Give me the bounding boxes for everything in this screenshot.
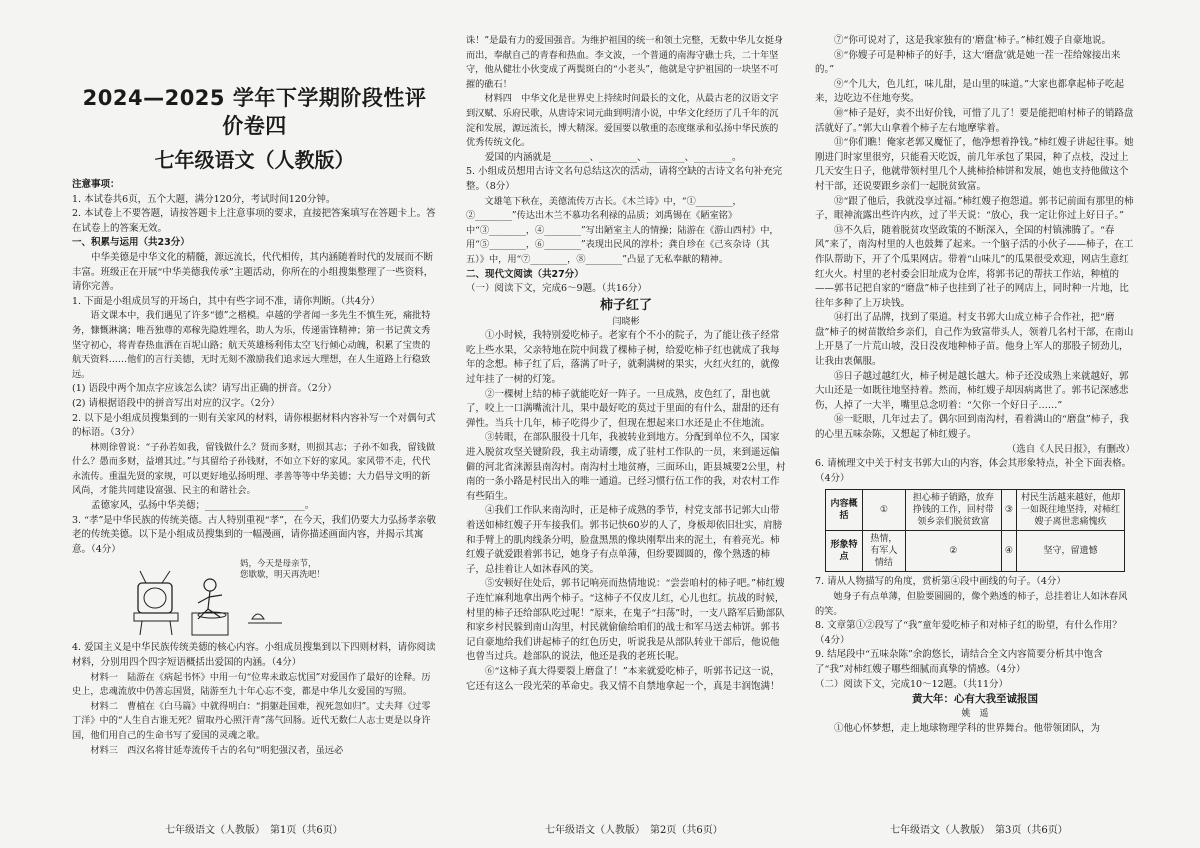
comic-illustration	[72, 559, 437, 637]
question-1: 1. 下面是小组成员写的开场白，其中有些字词不准，请你判断。（共4分）	[72, 295, 380, 307]
table-cell: 热情，有军人情结	[863, 531, 906, 572]
article-paragraph: ④我们工作队来南沟时，正是柿子成熟的季节，村党支部书记郭大山带着送如柿红嫂子开车接我们。郭书记快60岁的人了，身板却依旧壮实，肩膀和手臂上的肌肉线条分明，脸盘黑黑的像块刚犁出来的泥土，有着亮光。柿红嫂子就爱跟着郭书记，她身子有点单薄，但纷要圆圆的，像个熟透的柿子，总挂着让人如沐春风的笑。	[466, 505, 783, 575]
article-paragraph: ⑪“你们瞧！俺家老郭又魔怔了，他净想着挣钱。”柿红嫂子讲起往事。她刚进门时家里很穷，只能看天吃饭，前几年承包了果园，种了点枝，没过上几天安生日子，他就带领村里几个人挑柿拾柿饼和发展，她也支持他做这个村干部，还说要跟乡亲们一起脱贫致富。	[815, 137, 1134, 192]
question-1-sub-1: (1) 语段中两个加点字应该怎么读？请写出正确的拼音。（2分）	[72, 383, 337, 395]
column-page-3	[815, 34, 1135, 818]
section-intro: 中华美德是中华文化的精髓，源远流长，代代相传，其内涵随着时代的发展而不断丰富。班级正在开展“中华美德我传承”主题活动，你所在的小组搜集整理了一些资料，请你完善。	[72, 251, 434, 293]
table-cell: 坚守，留遗憾	[1016, 531, 1124, 572]
column-page-2	[466, 34, 786, 818]
question-2: 2. 以下是小组成员搜集到的一则有关家风的材料，请你根据材料内容补写一个对偶句式的标语。（3分）	[72, 412, 436, 439]
material-3-continued: 诛！”是最有力的爱国强音。为维护祖国的统一和领土完整，无数中华儿女挺身而出，奉献自己的青春和热血。李文波，一个普通的南海守礁士兵，二十年坚守，他从健壮小伙变成了两鬓斑白的“小老头”，他就是守护祖国的一块坚不可摧的礁石！	[466, 35, 784, 90]
article-paragraph: ⑫“跟了他后，我就没享过福。”柿红嫂子抱怨道。郭书记前面有那里的柿子，眼神流露出些许内疚，过了半天说：“放心，我一定让你过上好日子。”	[815, 195, 1134, 222]
question-1-sub-2: (2) 请根据语段中的拼音写出对应的汉字。（2分）	[72, 397, 280, 409]
article-paragraph: ①小时候，我特别爱吃柿子。老家有个不小的院子，为了能让孩子经常吃上些水果，父亲特地在院中间栽了棵柿子树，给爱吃柿子红也就成了我每年的念想。柿子红了后，落满了叶子，就剩满树的果实，火红火红的，就像过年挂了一树的灯笼。	[466, 330, 780, 386]
article-paragraph: ②一棵树上结的柿子就能吃好一阵子。一旦成熟，皮色红了，甜也就了，咬上一口满嘴流汁儿，果中最好吃的莫过于里面的有什么，甜甜的还有弹性。当兵十几年，柿子吃得少了，但现在想起来口水还是止不住地流。	[466, 388, 780, 429]
article-paragraph: ⑮日子越过越红火，柿子树是越长越大。柿子还没成熟上来就越好，郭大山还是一如既往地坚持着。然而，柿红嫂子却因病离世了。郭书记深感悲伤，人掉了一大半，嘴里总念叨着：“欠你一个好日子……”	[815, 370, 1129, 411]
question-4: 4. 爱国主义是中华民族传统美德的核心内容。小组成员搜集到以下四则材料，请你阅读材料，分别用四个四字短语概括出爱国的内涵。（4分）	[72, 642, 436, 669]
note-item: 2. 本试卷上不要答题，请按答题卡上注意事项的要求，直接把答案填写在答题卡上。答在试卷上的答案无效。	[72, 208, 436, 234]
question-3: 3. “孝”是中华民族的传统美德。古人特别重视“孝”，在今天，我们仍要大力弘扬孝亲敬老的传统美德。以下是小组成员搜集到的一幅漫画，请你描述画面内容，并揭示其寓意。（4分）	[72, 514, 437, 555]
question-1-passage: 语文课本中，我们遇见了许多“德”之楷模。卓越的学者闻一多先生不慎生死，痛批特务，慷慨淋漓；唯吾独尊的邓稼先隐姓埋名，助人为乐，传递雷锋精神；第一书记黄文秀坚守初心，将青春热血洒在百坭山路；航天英雄杨利伟太空飞行倾心动魄，积累了宝贵的航天资料……他们的言行美德，无时无刻不激励我们追求远大理想，在人生道路上行稳致远。	[72, 310, 431, 380]
material-4: 材料四 中华文化是世界史上持续时间最长的文化，从最古老的汉语文字到汉赋、乐府民歌，从唐诗宋词元曲到明清小说，中华文化经历了几千年的沉淀和发展，源远流长，博大精深。爱国要以敬重的态度继承和弘扬中华民族的优秀传统文化。	[466, 93, 779, 149]
section-heading: 一、积累与运用（共23分）	[72, 237, 190, 249]
question-5: 5. 小组成员想用古诗文名句总结这次的活动，请将空缺的古诗文名句补充完整。（8分）	[466, 166, 783, 192]
material-2: 材料二 曹植在《白马篇》中就得明白：“捐躯赴国难，视死忽如归”。丈夫拜《过零丁洋》中的“人生自古谁无死？留取丹心照汗青”荡气回肠。近代无数仁人志士更是以身许国，他们用自己的生命书写了爱国的灵魂之歌。	[72, 700, 431, 741]
material-1: 材料一 陆游在《病起书怀》中用一句“位卑未敢忘忧国”对爱国作了最好的诠释。历史上，忠魂流放中仍善忘国贤，陆游至九十年心忘不变，都是中华儿女爱国的写照。	[72, 671, 431, 698]
article-paragraph: ⑭打出了品牌，找到了渠道。村支书郭大山成立柿子合作社，把“磨盘”柿子的树苗散给乡亲们，自己作为致富带头人，领着几名村干部，在南山上开垦了一片荒山坡，没日没夜地种柿子苗。他身上军人的那股子韧劲儿，让我由衷佩服。	[815, 312, 1134, 368]
article-2-paragraph: ①他心怀梦想，走上地球物理学科的世界舞台。他带领团队，为	[834, 722, 1101, 734]
page-footer: 七年级语文（人教版） 第2页（共6页）	[545, 825, 723, 836]
table-cell: ③	[1001, 490, 1016, 531]
note-item: 1. 本试卷共6页，五个大题，满分120分，考试时间120分钟。	[72, 193, 336, 205]
page-footer: 七年级语文（人教版） 第1页（共6页）	[165, 825, 343, 836]
article-paragraph: ⑥“这柿子真大得要裂上磨盘了！”本来就爱吃柿子，听郭书记这一说，它还有这么一段光荣的革命史。我又情不自禁地拿起一个，真是丰润饱满！	[466, 665, 780, 692]
comic-caption	[240, 559, 325, 581]
table-cell: 村民生活越来越好，他却一如既往地坚持，对柿红嫂子离世悲痛愧疚	[1016, 490, 1124, 531]
table-cell: ②	[905, 531, 1001, 572]
reading-2-heading: （二）阅读下文，完成10～12题。（共11分）	[815, 678, 1009, 690]
article-source: （选自《人民日报》，有删改）	[1006, 443, 1135, 455]
page-footer: 七年级语文（人教版） 第3页（共6页）	[890, 825, 1068, 836]
section-heading: 二、现代文阅读（共27分）	[466, 268, 584, 280]
exam-subtitle: 七年级语文（人教版）	[154, 148, 355, 172]
question-9: 9. 结尾段中“五味杂陈”余韵悠长，请结合全文内容简要分析其中饱含了“我”对柿红嫂子哪些细腻而真挚的情感。（4分）	[815, 649, 1103, 675]
table-cell: ④	[1001, 531, 1016, 572]
article-paragraph: ③转眼，在部队服役十几年，我被转业到地方。分配到单位不久，国家进入脱贫攻坚关键阶段，我主动请缨，成了驻村工作队的一员，来到遥远偏僻的河北省涞源县南沟村。南沟村土地贫瘠，三面环山，距县城要2公里，村南的一条小路是村民出入的唯一通道。已经习惯行伍工作的我，对农村工作有些陌生。	[466, 432, 786, 502]
article-2-title: 黄大年：心有大我至诚报国	[912, 693, 1038, 706]
question-7-quote: 她身子有点单薄，但脸要圆圆的，像个熟透的柿子，总挂着让人如沐春风的笑。	[815, 591, 1128, 617]
article-title: 柿子红了	[599, 297, 652, 313]
comic-caption-line: 您歇歇，明天再洗吧！	[240, 570, 326, 581]
article-paragraph: ⑨“个儿大，色儿红，味儿甜，是山里的味道。”大家也都拿起柿子吃起来，边吃边不住地夸奖。	[815, 78, 1124, 105]
material-3: 材料三 西汉名将甘延寿流传千古的名句“明犯强汉者，虽远必	[90, 744, 344, 756]
article-paragraph: ⑬不久后，随着脱贫攻坚政策的不断深入，全国的村镇沸腾了。“春风”来了，南沟村里的人也鼓舞了起来。一个脑子活的小伙子——柿子，在工作队帮助下，开了个瓜果网店。带着“山味儿”的瓜果很受欢迎，网店生意红红火火。村里的老村委会旧址成为仓库，将郭书记的帮扶工作站，种植的——郭书记把自家的“磨盘”柿子也挂到了社子的网店上，同时种一片地，比往年多种了上万块钱。	[815, 224, 1134, 309]
article-paragraph: ⑧“你嫂子可是种柿子的好手，这大‘磨盘’就是她一茬一茬给嫁接出来的。”	[815, 49, 1121, 76]
question-2-passage: 林则徐曾说：“子孙若如我，留钱做什么？贤而多财，则损其志；子孙不如我，留钱做什么？愚而多财，益增其过。”与其留给子孙钱财，不如立下好的家风。家风带不走，代代永流传。重温先贤的家规，可以更好地弘扬明理、孝善等等中华美德；大力倡导文明的新风尚，才能共同建设富强、民主的和谐社会。	[72, 441, 436, 497]
comic-caption-line: 妈，今天是母亲节，	[240, 559, 317, 570]
question-2-fill: 孟德家风，弘扬中华美德；_____________________。	[91, 500, 315, 512]
article-paragraph: ⑩“柿子是好，卖不出好价钱，可惜了儿了！要是能把咱村柿子的销路盘活就好了。”郭大山拿着个柿子左右地摩挲着。	[815, 107, 1134, 134]
table-cell: ①	[863, 490, 906, 531]
table-row-label: 形象特点	[826, 531, 863, 572]
article-2-author: 姚 遥	[961, 709, 989, 720]
exam-title: 2024—2025 学年下学期阶段性评价卷四	[82, 86, 427, 138]
question-6-table	[825, 489, 1125, 572]
article-paragraph: ⑦“你可说对了，这是我家独有的‘磨盘’柿子。”柿红嫂子自豪地说。	[834, 35, 1112, 46]
material-4-fill: 爱国的内涵就是________、________、________、________。	[485, 151, 742, 163]
table-cell: 担心柿子销路，放弃挣钱的工作，回村带领乡亲们脱贫致富	[905, 490, 1001, 531]
table-row-label: 内容概括	[826, 490, 863, 531]
question-5-passage: 文雄笔下秋在，美德流传万古长。《木兰诗》中，“①________，②________”传达出木兰不慕功名利禄的品质；刘禹锡在《陋室铭》中“③________，④________”写出陋室主人的情操；陆游在《游山西村》中，用“⑤________，⑥________”表现出民风的淳朴；龚自珍在《己亥杂诗（其五）》中，用“⑦________，⑧________”凸显了无私奉献的精神。	[466, 195, 779, 265]
question-7: 7. 请从人物描写的角度，赏析第④段中画线的句子。（4分）	[815, 576, 1066, 588]
column-page-1	[72, 34, 437, 818]
article-paragraph: ⑤安顿好住处后，郭书记响亮而热情地说：“尝尝咱村的柿子吧。”柿红嫂子连忙麻利地拿出两个柿子。“这柿子不仅皮儿红，心儿也红。抗战的时候，村里的柿子还给部队吃过呢！”原来，在鬼子“扫荡”时，一支八路军后勤部队和家乡村民躲到南山沟里，村民就偷偷给咱们的战士和军马送去柿饼。郭书记自豪地给我们讲起柿子的红色历史，听说我是从部队转业干部后，他说他也曾当过兵。趁部队的说法，他还是我的老班长呢。	[466, 578, 785, 663]
notes-heading: 注意事项：	[72, 179, 120, 190]
article-author: 闫晓彬	[612, 316, 640, 327]
question-8: 8. 文章第①②段写了“我”童年爱吃柿子和对柿子红的盼望，有什么作用？（4分）	[815, 620, 1122, 646]
reading-1-heading: （一）阅读下文，完成6～9题。（共16分）	[466, 283, 647, 295]
question-6: 6. 请梳理文中关于村支书郭大山的内容，体会其形象特点，补全下面表格。（4分）	[815, 458, 1132, 484]
article-paragraph: ⑯一眨眼，几年过去了。偶尔回到南沟村，看着满山的“磨盘”柿子，我的心里五味杂陈，又想起了柿红嫂子。	[815, 414, 1129, 441]
